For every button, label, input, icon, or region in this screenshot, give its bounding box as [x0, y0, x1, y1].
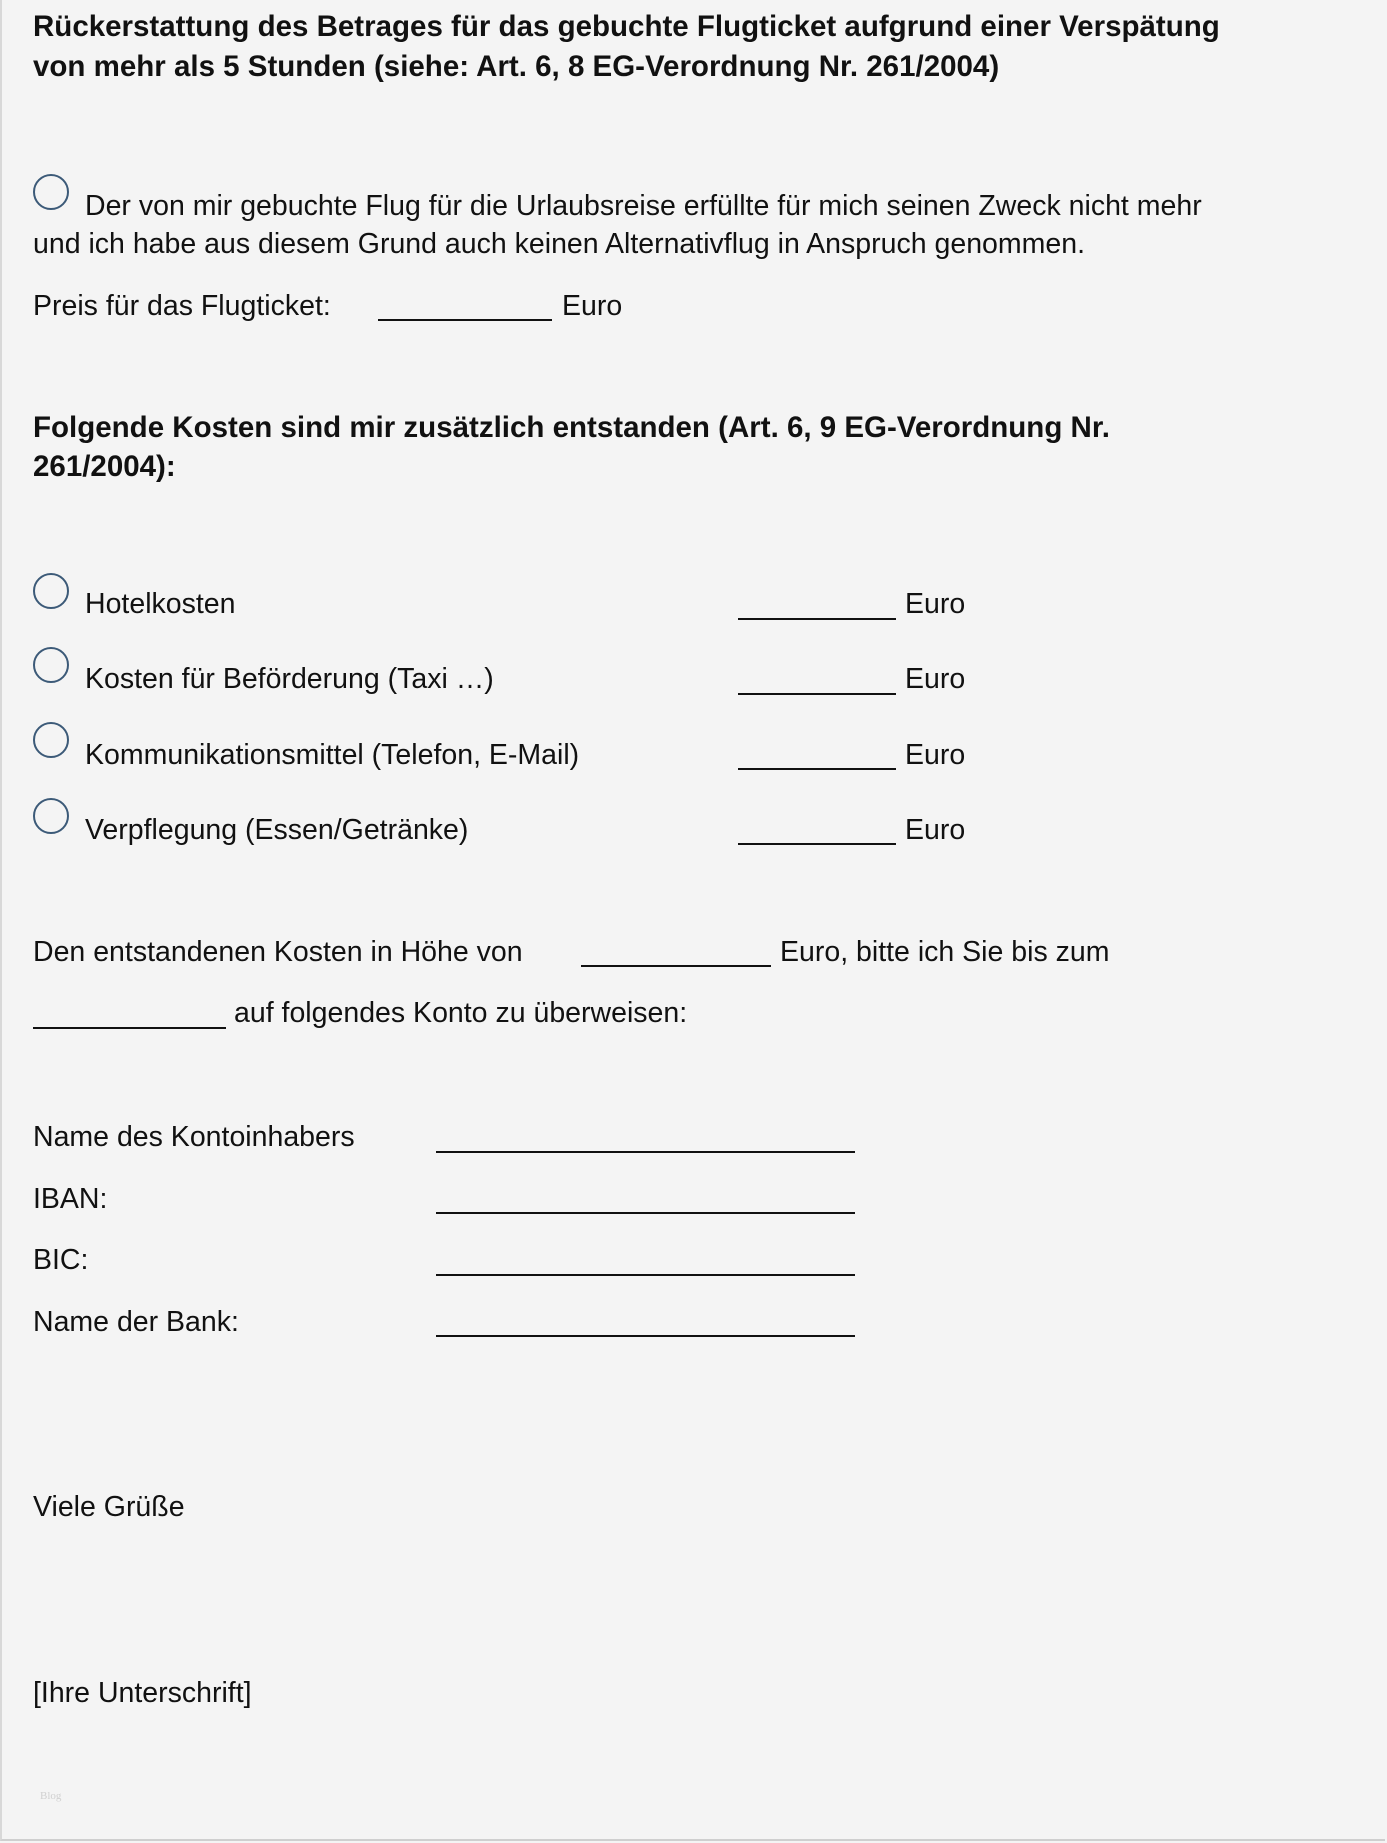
account-holder-label: Name des Kontoinhabers: [33, 1121, 355, 1153]
cost-item-label: Kommunikationsmittel (Telefon, E-Mail): [85, 739, 580, 771]
payment-text-1a: Den entstandenen Kosten in Höhe von: [33, 936, 523, 968]
cost-item-amount-field[interactable]: [738, 693, 896, 695]
refund-option-line-1: Der von mir gebuchte Flug für die Urlaubsreise erfüllte für mich seinen Zweck nicht mehr: [85, 190, 1202, 222]
bank-name-label: Name der Bank:: [33, 1306, 239, 1338]
bic-label: BIC:: [33, 1244, 89, 1276]
cost-item-radio[interactable]: [33, 647, 69, 683]
title-line-2: von mehr als 5 Stunden (siehe: Art. 6, 8 EG-Verordnung Nr. 261/2004): [33, 50, 1000, 83]
cost-item-amount-field[interactable]: [738, 843, 896, 845]
signature-placeholder: [Ihre Unterschrift]: [33, 1677, 252, 1709]
costs-heading-line-1: Folgende Kosten sind mir zusätzlich entstanden (Art. 6, 9 EG-Verordnung Nr.: [33, 411, 1110, 444]
cost-item-amount-field[interactable]: [738, 618, 896, 620]
cost-item-label: Kosten für Beförderung (Taxi …): [85, 663, 494, 695]
title-line-1: Rückerstattung des Betrages für das gebuchte Flugticket aufgrund einer Verspätung: [33, 10, 1220, 43]
cost-item-currency: Euro: [905, 663, 966, 695]
payment-text-2: auf folgendes Konto zu überweisen:: [234, 997, 688, 1029]
ticket-price-field[interactable]: [378, 319, 552, 321]
cost-item-amount-field[interactable]: [738, 768, 896, 770]
account-holder-field[interactable]: [436, 1151, 855, 1153]
ticket-price-label: Preis für das Flugticket:: [33, 290, 331, 322]
cost-item-radio[interactable]: [33, 798, 69, 834]
refund-option-radio[interactable]: [33, 174, 69, 210]
payment-text-1b: Euro, bitte ich Sie bis zum: [780, 936, 1110, 968]
iban-field[interactable]: [436, 1212, 855, 1214]
cost-item-label: Verpflegung (Essen/Getränke): [85, 814, 469, 846]
refund-option-line-2: und ich habe aus diesem Grund auch keinen Alternativflug in Anspruch genommen.: [33, 228, 1085, 260]
cost-item-radio[interactable]: [33, 573, 69, 609]
costs-heading-line-2: 261/2004):: [33, 450, 176, 483]
bic-field[interactable]: [436, 1274, 855, 1276]
cost-item-currency: Euro: [905, 588, 966, 620]
cost-item-radio[interactable]: [33, 722, 69, 758]
iban-label: IBAN:: [33, 1183, 108, 1215]
due-date-field[interactable]: [33, 1027, 226, 1029]
cost-item-currency: Euro: [905, 814, 966, 846]
closing-text: Viele Grüße: [33, 1491, 185, 1523]
ticket-price-currency: Euro: [562, 290, 623, 322]
watermark: Blog: [40, 1790, 62, 1802]
cost-item-currency: Euro: [905, 739, 966, 771]
total-amount-field[interactable]: [581, 965, 771, 967]
bank-name-field[interactable]: [436, 1335, 855, 1337]
cost-item-label: Hotelkosten: [85, 588, 236, 620]
